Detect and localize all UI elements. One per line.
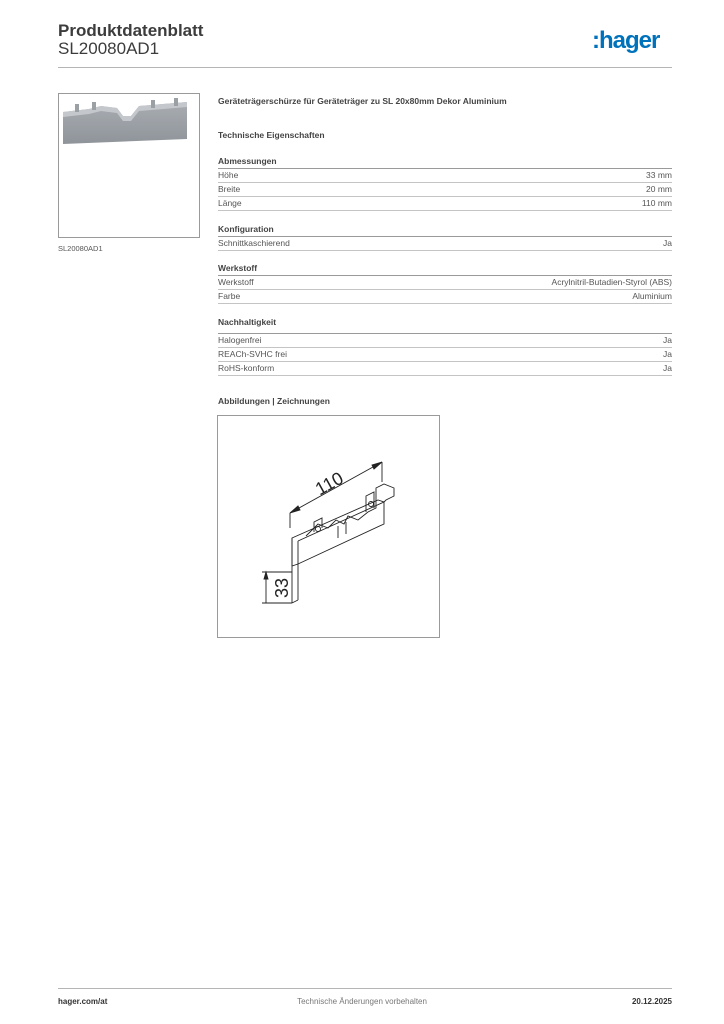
product-photo xyxy=(58,93,200,238)
product-shape-icon xyxy=(59,94,199,237)
product-code: SL20080AD1 xyxy=(58,39,160,58)
footer-divider xyxy=(58,988,672,989)
header-divider xyxy=(58,67,672,68)
table-row: Breite 20 mm xyxy=(218,183,672,197)
page-title: Produktdatenblatt xyxy=(58,21,204,40)
table-row: REACh-SVHC frei Ja xyxy=(218,348,672,362)
logo-text: :hager xyxy=(592,27,660,54)
section-heading-werkstoff: Werkstoff xyxy=(218,263,258,273)
section-heading-nachhaltigkeit: Nachhaltigkeit xyxy=(218,317,277,327)
footer-website: hager.com/at xyxy=(58,997,108,1006)
tech-heading: Technische Eigenschaften xyxy=(218,130,325,140)
technical-drawing-icon xyxy=(218,416,439,637)
table-row: RoHS-konform Ja xyxy=(218,362,672,376)
footer-disclaimer: Technische Änderungen vorbehalten xyxy=(297,997,427,1006)
hager-logo xyxy=(592,27,674,55)
length-label: 110 xyxy=(311,467,347,500)
table-row: Farbe Aluminium xyxy=(218,290,672,304)
product-description: Geräteträgerschürze für Geräteträger zu SL 20x80mm Dekor Aluminium xyxy=(218,96,507,106)
table-row: Länge 110 mm xyxy=(218,197,672,211)
table-row: Halogenfrei Ja xyxy=(218,334,672,348)
technical-drawing xyxy=(217,415,440,638)
table-row: Schnittkaschierend Ja xyxy=(218,237,672,251)
table-row: Höhe 33 mm xyxy=(218,169,672,183)
drawings-heading: Abbildungen | Zeichnungen xyxy=(218,396,330,406)
table-row: Werkstoff Acrylnitril-Butadien-Styrol (ABS) xyxy=(218,276,672,290)
image-caption: SL20080AD1 xyxy=(58,244,103,253)
footer-date: 20.12.2025 xyxy=(631,997,672,1006)
section-heading-abmessungen: Abmessungen xyxy=(218,156,277,166)
height-label: 33 xyxy=(272,577,292,598)
section-heading-konfiguration: Konfiguration xyxy=(218,224,274,234)
